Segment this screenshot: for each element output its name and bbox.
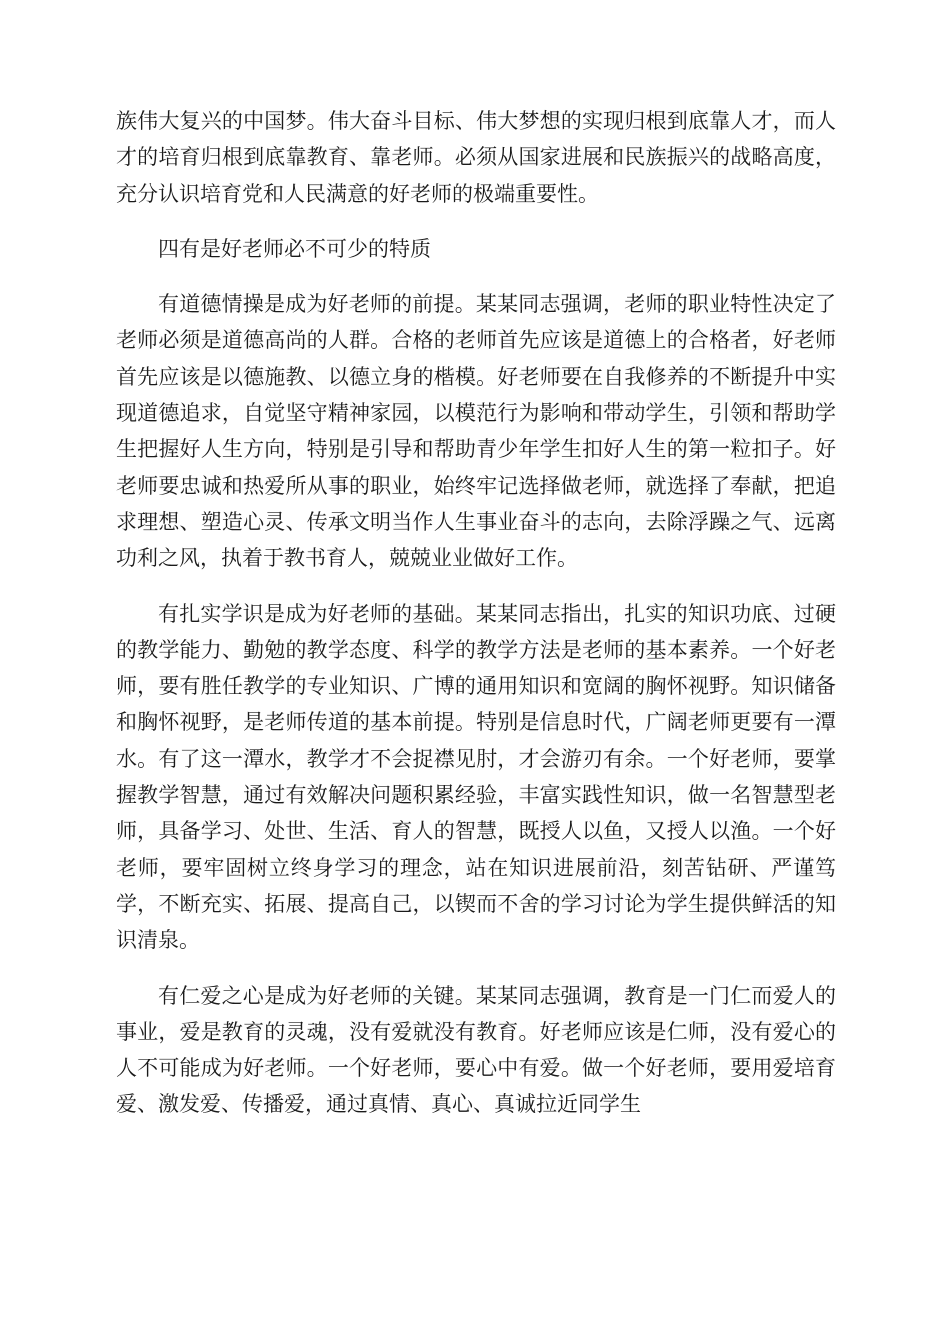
paragraph-moral-character: 有道德情操是成为好老师的前提。某某同志强调，老师的职业特性决定了老师必须是道德高尚的人群。合格的老师首先应该是道德上的合格者，好老师首先应该是以德施教、以德立身的楷模。好老师要在自我修养的不断提升中实现道德追求，自觉坚守精神家园，以模范行为影响和带动学生，引领和帮助学生把握好人生方向，特别是引导和帮助青少年学生扣好人生的第一粒扣子。好老师要忠诚和热爱所从事的职业，始终牢记选择做老师，就选择了奉献，把追求理想、塑造心灵、传承文明当作人生事业奋斗的志向，去除浮躁之气、远离功利之风，执着于教书育人，兢兢业业做好工作。 bbox=[116, 292, 836, 571]
paragraph-benevolent-heart: 有仁爱之心是成为好老师的关键。某某同志强调，教育是一门仁而爱人的事业，爱是教育的灵魂，没有爱就没有教育。好老师应该是仁师，没有爱心的人不可能成为好老师。一个好老师，要心中有爱。做一个好老师，要用爱培育爱、激发爱、传播爱，通过真情、真心、真诚拉近同学生 bbox=[116, 983, 836, 1117]
document-page bbox=[116, 103, 836, 1123]
section-heading: 四有是好老师必不可少的特质 bbox=[158, 236, 431, 261]
paragraph-solid-knowledge: 有扎实学识是成为好老师的基础。某某同志指出，扎实的知识功底、过硬的教学能力、勤勉的教学态度、科学的教学方法是老师的基本素养。一个好老师，要有胜任教学的专业知识、广博的通用知识和宽阔的胸怀视野。知识储备和胸怀视野，是老师传道的基本前提。特别是信息时代，广阔老师更要有一潭水。有了这一潭水，教学才不会捉襟见肘，才会游刃有余。一个好老师，要掌握教学智慧，通过有效解决问题积累经验，丰富实践性知识，做一名智慧型老师，具备学习、处世、生活、育人的智慧，既授人以鱼，又授人以渔。一个好老师，要牢固树立终身学习的理念，站在知识进展前沿，刻苦钻研、严谨笃学，不断充实、拓展、提高自己，以锲而不舍的学习讨论为学生提供鲜活的知识清泉。 bbox=[116, 601, 836, 953]
paragraph-continuation: 族伟大复兴的中国梦。伟大奋斗目标、伟大梦想的实现归根到底靠人才，而人才的培育归根到底靠教育、靠老师。必须从国家进展和民族振兴的战略高度，充分认识培育党和人民满意的好老师的极端重要性。 bbox=[116, 109, 836, 206]
